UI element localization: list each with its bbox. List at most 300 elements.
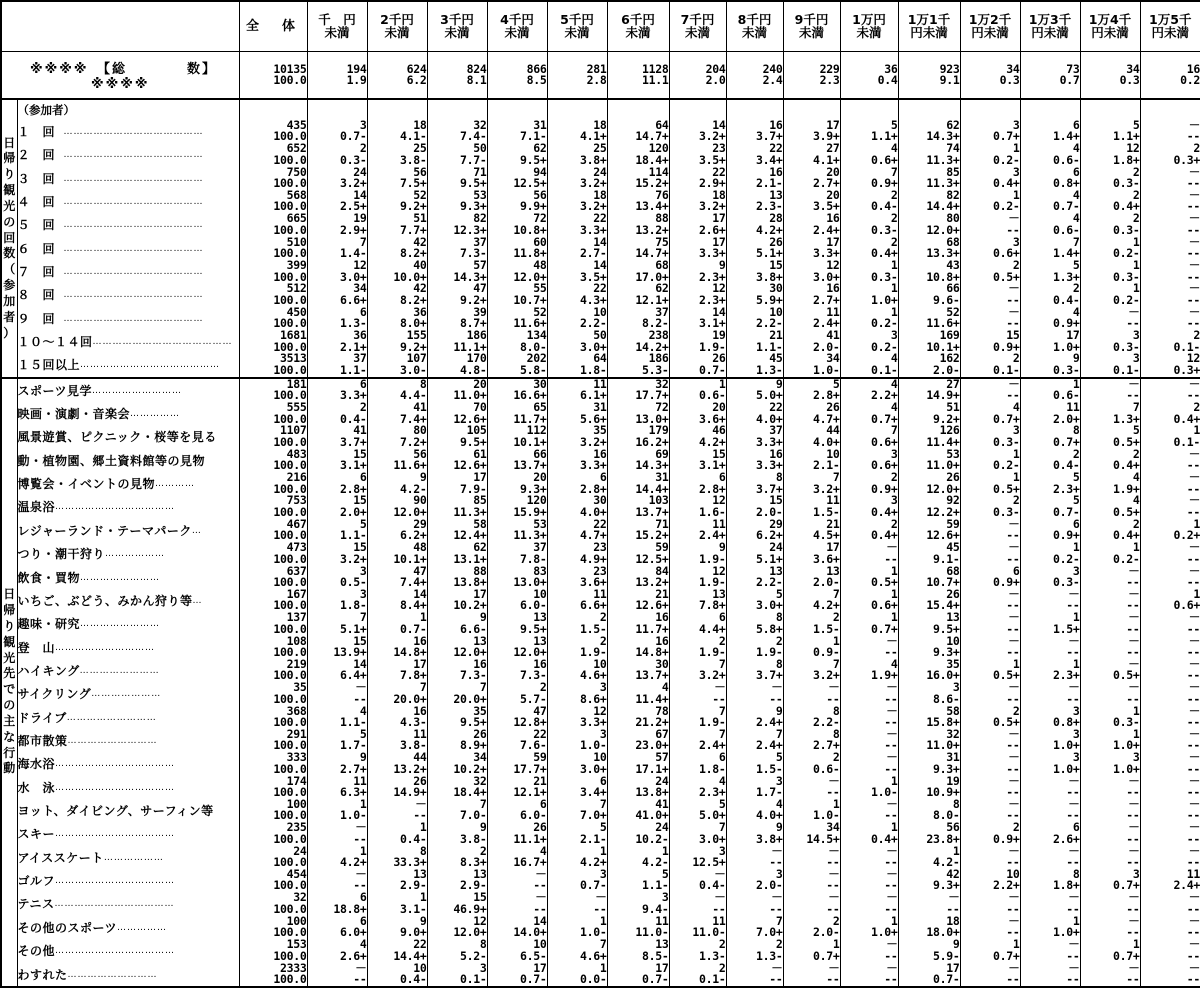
data-cell-u8000: 30 5.9+ (726, 283, 783, 306)
data-cell-u6000: 67 23.0+ (607, 729, 669, 752)
data-cell-u13000: 1 2.3+ (1020, 659, 1080, 682)
block2-vertical-caption: 日 帰 り 観 光 先 で の 主 な 行 動 (1, 378, 17, 987)
data-cell-u1000: 3 0.7- (307, 120, 367, 143)
column-header-u8000: 8千円 未満 (726, 1, 783, 52)
data-cell-u10000: 1 0.7+ (840, 612, 898, 635)
data-cell-u7000: 17 2.6+ (669, 213, 726, 236)
data-cell-total: 665 100.0 (239, 213, 307, 236)
data-cell-u3000: 32 7.4- (427, 120, 487, 143)
data-cell-u7000: 12 1.9- (669, 565, 726, 588)
spacer-cell (840, 99, 898, 119)
data-cell-u11000: 1 4.2- (898, 845, 960, 868)
data-cell-u12000: 3 0.6+ (960, 237, 1020, 260)
row-label: スポーツ見学……………………… (17, 378, 239, 402)
data-cell-u12000: － -- (960, 845, 1020, 868)
data-cell-u5000: 22 3.3+ (547, 213, 607, 236)
data-cell-u7000: 6 1.8- (669, 752, 726, 775)
data-cell-u4000: 120 15.9+ (487, 495, 547, 518)
grand-total-cell-u11000: 923 9.1 (898, 52, 960, 100)
data-cell-u5000: 14 3.5+ (547, 260, 607, 283)
data-cell-u13000: 6 0.9+ (1020, 519, 1080, 542)
table-row (1, 190, 1200, 213)
grand-total-cell-u5000: 281 2.8 (547, 52, 607, 100)
data-cell-u5000: 22 4.7+ (547, 519, 607, 542)
data-cell-u14000: 3 0.7+ (1080, 869, 1140, 892)
block1-subhead-row (1, 99, 1200, 119)
data-cell-u11000: 26 12.0+ (898, 472, 960, 495)
data-cell-u6000: 16 14.8+ (607, 635, 669, 658)
data-cell-u13000: 11 2.0+ (1020, 402, 1080, 425)
data-cell-u15000: － -- (1140, 542, 1200, 565)
data-cell-u5000: 7 4.6+ (547, 939, 607, 962)
data-cell-u15000: － -- (1140, 635, 1200, 658)
data-cell-u9000: 11 1.5- (783, 495, 840, 518)
data-cell-u13000: 4 0.7- (1020, 190, 1080, 213)
data-cell-u7000: 7 3.2+ (669, 659, 726, 682)
data-cell-u12000: － -- (960, 589, 1020, 612)
row-label: ２ 回 …………………………………… (17, 143, 239, 166)
data-cell-u15000: － -- (1140, 729, 1200, 752)
data-cell-u5000: 14 2.7- (547, 237, 607, 260)
data-cell-u15000: － -- (1140, 682, 1200, 705)
row-label: つり・潮干狩り……………… (17, 542, 239, 565)
data-cell-u7000: 26 0.7- (669, 353, 726, 377)
data-cell-u9000: 16 2.7+ (783, 283, 840, 306)
data-cell-u9000: 41 2.0- (783, 330, 840, 353)
row-label: ６ 回 …………………………………… (17, 237, 239, 260)
row-label: ドライブ……………………… (17, 705, 239, 728)
data-cell-u4000: 4 16.7+ (487, 845, 547, 868)
data-cell-u8000: 5 3.0+ (726, 589, 783, 612)
data-cell-u9000: 8 2.7+ (783, 729, 840, 752)
data-cell-u10000: － -- (840, 705, 898, 728)
data-cell-u14000: 1 0.2- (1080, 542, 1140, 565)
data-cell-u12000: 1 0.2- (960, 143, 1020, 166)
data-cell-u13000: － -- (1020, 589, 1080, 612)
data-cell-total: 333 100.0 (239, 752, 307, 775)
data-cell-u13000: 3 1.0+ (1020, 752, 1080, 775)
data-cell-u7000: 14 3.1+ (669, 307, 726, 330)
data-cell-u2000: 13 2.9- (367, 869, 427, 892)
data-cell-u9000: 20 2.7+ (783, 166, 840, 189)
data-cell-u4000: 59 17.7+ (487, 752, 547, 775)
data-cell-u6000: 62 12.1+ (607, 283, 669, 306)
data-cell-u3000: 13 12.0+ (427, 635, 487, 658)
data-cell-u15000: 1 0.6+ (1140, 589, 1200, 612)
data-cell-u2000: 1 0.7- (367, 612, 427, 635)
data-cell-u3000: 88 13.8+ (427, 565, 487, 588)
data-cell-u7000: － -- (669, 892, 726, 915)
row-label: １ 回 …………………………………… (17, 120, 239, 143)
data-cell-u7000: 13 7.8+ (669, 589, 726, 612)
data-cell-u2000: 14 8.4+ (367, 589, 427, 612)
data-cell-u4000: 13 9.5+ (487, 612, 547, 635)
data-cell-u5000: 2 1.5- (547, 612, 607, 635)
data-cell-u1000: 37 1.1- (307, 353, 367, 377)
data-cell-u8000: 22 4.0+ (726, 402, 783, 425)
table-row (1, 752, 1200, 775)
data-cell-u2000: 16 14.8+ (367, 635, 427, 658)
data-cell-u15000: － -- (1140, 190, 1200, 213)
corner-cell (1, 1, 239, 52)
data-cell-u13000: 5 1.3+ (1020, 260, 1080, 283)
data-cell-u12000: － -- (960, 612, 1020, 635)
data-cell-u14000: 12 1.8+ (1080, 143, 1140, 166)
data-cell-u1000: 19 2.9+ (307, 213, 367, 236)
spacer-cell (607, 99, 669, 119)
data-cell-u1000: 6 1.3- (307, 307, 367, 330)
data-cell-u8000: 10 2.2- (726, 307, 783, 330)
data-cell-total: 181 100.0 (239, 378, 307, 402)
data-cell-u9000: － -- (783, 869, 840, 892)
data-cell-u6000: 179 16.2+ (607, 425, 669, 448)
data-cell-u8000: 5 1.5- (726, 752, 783, 775)
data-cell-u3000: 62 13.1+ (427, 542, 487, 565)
data-cell-u5000: 18 3.2+ (547, 190, 607, 213)
data-cell-u6000: 41 41.0+ (607, 799, 669, 822)
data-cell-u8000: 9 2.4+ (726, 705, 783, 728)
data-cell-total: 753 100.0 (239, 495, 307, 518)
data-cell-u3000: 58 12.4+ (427, 519, 487, 542)
data-cell-u1000: 7 5.1+ (307, 612, 367, 635)
data-cell-u10000: 4 0.6+ (840, 143, 898, 166)
data-cell-u8000: 8 3.7+ (726, 659, 783, 682)
data-cell-u5000: 3 0.7- (547, 869, 607, 892)
data-cell-u11000: 92 12.2+ (898, 495, 960, 518)
row-label: ヨット、ダイビング、サーフィン等 (17, 799, 239, 822)
data-cell-u7000: 2 0.1- (669, 962, 726, 987)
data-cell-u6000: 11 11.0- (607, 916, 669, 939)
row-label: １５回以上…………………………………… (17, 353, 239, 377)
grand-total-cell-total: 10135 100.0 (239, 52, 307, 100)
table-row (1, 120, 1200, 143)
data-cell-u9000: 17 3.3+ (783, 237, 840, 260)
data-cell-u7000: － -- (669, 682, 726, 705)
data-cell-u6000: 24 13.8+ (607, 775, 669, 798)
data-cell-u11000: 62 14.3+ (898, 120, 960, 143)
data-cell-u6000: 84 13.2+ (607, 565, 669, 588)
data-cell-u13000: 1 0.2- (1020, 542, 1080, 565)
data-cell-u1000: 34 6.6+ (307, 283, 367, 306)
data-cell-u3000: 71 9.5+ (427, 166, 487, 189)
data-cell-u15000: － -- (1140, 166, 1200, 189)
data-cell-u14000: 2 0.4+ (1080, 190, 1140, 213)
data-cell-u13000: 1 1.5+ (1020, 612, 1080, 635)
data-cell-u8000: 8 3.7+ (726, 472, 783, 495)
data-cell-u8000: 16 2.1- (726, 166, 783, 189)
data-cell-u10000: － -- (840, 892, 898, 915)
data-cell-u8000: 13 2.2- (726, 565, 783, 588)
data-cell-u4000: 14 14.0+ (487, 916, 547, 939)
data-cell-total: 167 100.0 (239, 589, 307, 612)
data-cell-u15000: － -- (1140, 892, 1200, 915)
data-cell-u15000: － -- (1140, 260, 1200, 283)
data-cell-total: 450 100.0 (239, 307, 307, 330)
data-cell-u2000: 56 11.6+ (367, 449, 427, 472)
data-cell-u12000: － -- (960, 378, 1020, 402)
data-cell-u8000: － -- (726, 682, 783, 705)
data-cell-u14000: 2 0.4+ (1080, 519, 1140, 542)
grand-total-cell-u1000: 194 1.9 (307, 52, 367, 100)
data-cell-u3000: 17 10.2+ (427, 589, 487, 612)
data-cell-u3000: 12 12.0+ (427, 916, 487, 939)
data-cell-u3000: 7 7.0- (427, 799, 487, 822)
data-cell-u13000: 4 0.9+ (1020, 307, 1080, 330)
data-cell-u5000: 2 1.9- (547, 635, 607, 658)
data-cell-u6000: 72 13.0+ (607, 402, 669, 425)
data-cell-total: 153 100.0 (239, 939, 307, 962)
row-label: 海水浴……………………………… (17, 752, 239, 775)
data-cell-u8000: 7 2.4+ (726, 729, 783, 752)
spacer-cell (898, 99, 960, 119)
data-cell-u14000: － -- (1080, 799, 1140, 822)
spacer-cell (1080, 99, 1140, 119)
data-cell-u7000: 18 3.2+ (669, 190, 726, 213)
row-label: 動・植物園、郷土資料館等の見物 (17, 449, 239, 472)
table-row (1, 449, 1200, 472)
data-cell-u1000: 2 0.4- (307, 402, 367, 425)
data-cell-u15000: － -- (1140, 659, 1200, 682)
data-cell-u2000: 7 20.0+ (367, 682, 427, 705)
data-cell-u8000: 9 3.8+ (726, 822, 783, 845)
data-cell-u13000: 8 1.8+ (1020, 869, 1080, 892)
data-cell-u4000: － -- (487, 869, 547, 892)
data-cell-u15000: 1 0.1- (1140, 425, 1200, 448)
data-cell-u8000: 8 5.8+ (726, 612, 783, 635)
data-cell-u11000: 18 18.0+ (898, 916, 960, 939)
row-label: その他……………………………… (17, 939, 239, 962)
data-cell-total: 467 100.0 (239, 519, 307, 542)
data-cell-u2000: 29 6.2+ (367, 519, 427, 542)
data-cell-total: 2333 100.0 (239, 962, 307, 987)
data-cell-u5000: 3 8.6+ (547, 682, 607, 705)
data-cell-u9000: － -- (783, 892, 840, 915)
data-cell-u2000: 1 0.4- (367, 822, 427, 845)
data-cell-u15000: － -- (1140, 120, 1200, 143)
data-cell-u9000: 17 3.6+ (783, 542, 840, 565)
spacer-cell (487, 99, 547, 119)
data-cell-u7000: 1 0.6- (669, 378, 726, 402)
data-cell-u5000: 10 4.6+ (547, 659, 607, 682)
data-cell-u12000: － -- (960, 799, 1020, 822)
data-cell-u9000: 26 4.7+ (783, 402, 840, 425)
data-cell-u13000: 6 0.8+ (1020, 166, 1080, 189)
table-row (1, 799, 1200, 822)
data-cell-u3000: 9 6.6- (427, 612, 487, 635)
table-row (1, 705, 1200, 728)
table-row (1, 775, 1200, 798)
data-cell-u14000: － -- (1080, 378, 1140, 402)
data-cell-u3000: 39 8.7+ (427, 307, 487, 330)
data-cell-u13000: 4 0.6- (1020, 143, 1080, 166)
table-row (1, 425, 1200, 448)
spacer-cell (783, 99, 840, 119)
data-cell-total: 174 100.0 (239, 775, 307, 798)
data-cell-u11000: 35 16.0+ (898, 659, 960, 682)
data-cell-u14000: 3 0.1- (1080, 353, 1140, 377)
table-row (1, 519, 1200, 542)
data-cell-u11000: － -- (898, 892, 960, 915)
data-cell-u13000: 1 0.6- (1020, 378, 1080, 402)
data-cell-u15000: － -- (1140, 775, 1200, 798)
data-cell-u12000: 1 0.2- (960, 449, 1020, 472)
data-cell-u8000: 7 7.0+ (726, 916, 783, 939)
data-cell-u1000: － -- (307, 869, 367, 892)
data-cell-u15000: 11 2.4+ (1140, 869, 1200, 892)
data-cell-u7000: 19 1.9- (669, 330, 726, 353)
data-cell-u5000: 6 3.4+ (547, 775, 607, 798)
data-cell-u13000: 9 0.3- (1020, 353, 1080, 377)
row-label: ４ 回 …………………………………… (17, 190, 239, 213)
data-cell-u12000: 2 0.5+ (960, 705, 1020, 728)
data-cell-u4000: 56 9.9+ (487, 190, 547, 213)
data-cell-u4000: 10 6.5- (487, 939, 547, 962)
data-cell-u5000: 7 7.0+ (547, 799, 607, 822)
data-cell-u7000: 2 1.9- (669, 635, 726, 658)
grand-total-cell-u9000: 229 2.3 (783, 52, 840, 100)
data-cell-u5000: 10 3.0+ (547, 752, 607, 775)
data-cell-u1000: 5 1.1- (307, 519, 367, 542)
data-cell-u9000: 7 3.2+ (783, 659, 840, 682)
data-cell-u11000: 53 11.0+ (898, 449, 960, 472)
data-cell-u9000: 1 1.0- (783, 799, 840, 822)
data-cell-u14000: － -- (1080, 589, 1140, 612)
data-cell-total: 24 100.0 (239, 845, 307, 868)
data-cell-u11000: 59 12.6+ (898, 519, 960, 542)
data-cell-u5000: － -- (547, 892, 607, 915)
data-cell-u1000: － -- (307, 822, 367, 845)
row-label: スキー……………………………… (17, 822, 239, 845)
data-cell-u7000: 22 2.9+ (669, 166, 726, 189)
data-cell-u15000: 2 0.1- (1140, 330, 1200, 353)
data-cell-u10000: 2 0.4+ (840, 237, 898, 260)
data-cell-u7000: 17 3.3+ (669, 237, 726, 260)
data-cell-u12000: 1 0.5+ (960, 472, 1020, 495)
data-cell-total: 3513 100.0 (239, 353, 307, 377)
data-cell-u12000: － -- (960, 283, 1020, 306)
data-cell-u14000: 2 0.3- (1080, 166, 1140, 189)
data-cell-u6000: 17 0.7- (607, 962, 669, 987)
data-cell-u14000: 2 0.3- (1080, 213, 1140, 236)
data-cell-u10000: － -- (840, 939, 898, 962)
data-cell-u9000: 1 0.9- (783, 635, 840, 658)
data-cell-u7000: 3 12.5+ (669, 845, 726, 868)
data-cell-u7000: 23 3.5+ (669, 143, 726, 166)
data-cell-u15000: － -- (1140, 612, 1200, 635)
data-cell-u10000: － -- (840, 635, 898, 658)
data-cell-u3000: 85 11.3+ (427, 495, 487, 518)
grand-total-cell-u4000: 866 8.5 (487, 52, 547, 100)
data-cell-u8000: 15 3.8+ (726, 260, 783, 283)
data-cell-u3000: 37 7.3- (427, 237, 487, 260)
data-cell-u3000: 70 12.6+ (427, 402, 487, 425)
data-cell-u1000: 1 1.0- (307, 799, 367, 822)
data-cell-u11000: 9 5.9- (898, 939, 960, 962)
data-cell-u9000: 2 1.5- (783, 612, 840, 635)
data-cell-u14000: － -- (1080, 612, 1140, 635)
grand-total-row (1, 52, 1200, 100)
data-cell-u8000: 9 5.0+ (726, 378, 783, 402)
data-cell-u5000: 64 1.8- (547, 353, 607, 377)
data-cell-u3000: 20 11.0+ (427, 378, 487, 402)
data-cell-u5000: 1 1.0- (547, 916, 607, 939)
data-cell-u4000: 60 11.8+ (487, 237, 547, 260)
data-cell-total: 555 100.0 (239, 402, 307, 425)
data-cell-u7000: 12 2.3+ (669, 283, 726, 306)
data-cell-u8000: 22 3.4+ (726, 143, 783, 166)
data-cell-u10000: 7 0.6+ (840, 425, 898, 448)
data-cell-u15000: 1 0.2+ (1140, 519, 1200, 542)
data-cell-u12000: － -- (960, 307, 1020, 330)
data-cell-u3000: 47 9.2+ (427, 283, 487, 306)
block1-subhead: （参加者） (17, 99, 239, 119)
table-row (1, 635, 1200, 658)
data-cell-u9000: 2 2.0- (783, 916, 840, 939)
data-cell-u2000: 47 7.4+ (367, 565, 427, 588)
data-cell-u6000: 37 8.2- (607, 307, 669, 330)
data-cell-u13000: 1 1.0+ (1020, 916, 1080, 939)
table-row (1, 892, 1200, 915)
data-cell-u11000: 13 9.5+ (898, 612, 960, 635)
data-cell-u10000: － -- (840, 682, 898, 705)
data-cell-u7000: 9 2.3+ (669, 260, 726, 283)
data-cell-u7000: － 0.4- (669, 869, 726, 892)
data-cell-u13000: － -- (1020, 635, 1080, 658)
data-cell-u4000: 202 5.8- (487, 353, 547, 377)
data-cell-u15000: － -- (1140, 822, 1200, 845)
data-cell-u6000: 4 11.4+ (607, 682, 669, 705)
data-cell-u3000: 2 8.3+ (427, 845, 487, 868)
data-cell-u12000: 6 0.9+ (960, 565, 1020, 588)
data-cell-u7000: 9 1.9- (669, 542, 726, 565)
data-cell-u2000: 9 4.2- (367, 472, 427, 495)
data-cell-total: 368 100.0 (239, 705, 307, 728)
data-cell-u11000: 58 15.8+ (898, 705, 960, 728)
data-cell-u15000: － -- (1140, 939, 1200, 962)
data-cell-u3000: 26 8.9+ (427, 729, 487, 752)
data-cell-u13000: 3 0.3- (1020, 565, 1080, 588)
data-cell-u12000: 10 2.2+ (960, 869, 1020, 892)
data-cell-u6000: 68 17.0+ (607, 260, 669, 283)
data-cell-total: 216 100.0 (239, 472, 307, 495)
data-cell-u13000: 7 1.4+ (1020, 237, 1080, 260)
data-cell-u4000: 83 13.0+ (487, 565, 547, 588)
data-cell-u4000: 30 16.6+ (487, 378, 547, 402)
data-cell-u9000: 34 1.0- (783, 353, 840, 377)
data-cell-total: 568 100.0 (239, 190, 307, 213)
table-row (1, 260, 1200, 283)
data-cell-u8000: 15 2.0- (726, 495, 783, 518)
grand-total-cell-u12000: 34 0.3 (960, 52, 1020, 100)
data-cell-u1000: 6 6.0+ (307, 916, 367, 939)
data-cell-u4000: 37 7.8- (487, 542, 547, 565)
data-cell-u9000: 27 4.1+ (783, 143, 840, 166)
data-cell-u1000: － -- (307, 962, 367, 987)
data-cell-u11000: 43 10.8+ (898, 260, 960, 283)
data-cell-u3000: 32 18.4+ (427, 775, 487, 798)
data-cell-u6000: 59 12.5+ (607, 542, 669, 565)
data-cell-u14000: 1 0.2- (1080, 237, 1140, 260)
data-cell-u11000: 19 10.9+ (898, 775, 960, 798)
data-cell-u10000: － -- (840, 845, 898, 868)
data-cell-u14000: － 0.5+ (1080, 659, 1140, 682)
data-cell-u10000: 4 1.9+ (840, 659, 898, 682)
data-cell-total: 435 100.0 (239, 120, 307, 143)
spacer-cell (427, 99, 487, 119)
table-row (1, 495, 1200, 518)
data-cell-u11000: 56 23.8+ (898, 822, 960, 845)
data-cell-u4000: 20 9.3+ (487, 472, 547, 495)
